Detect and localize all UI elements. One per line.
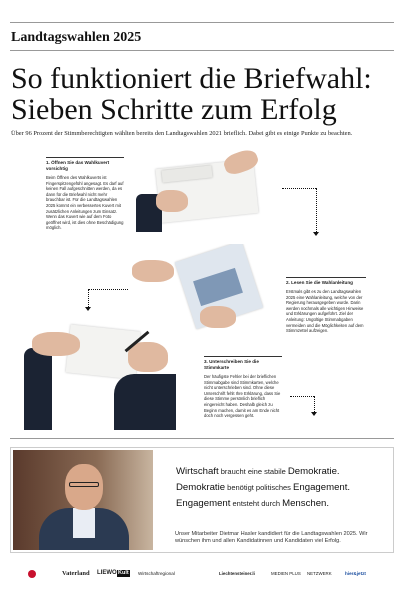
connector-1-horizontal xyxy=(282,188,316,189)
ad-line-3: Engagement entsteht durch Menschen. xyxy=(176,498,330,509)
photo-signing-card xyxy=(24,314,176,430)
connector-2-horizontal xyxy=(88,289,128,290)
step-3 xyxy=(204,356,282,419)
step-1-body: Beim Öffnen des Wahlkuverts ist Fingerspitzengefühl angesagt. Es darf auf keinen Fall aufgeschnitten werden, da es dann für die Briefwahl nicht mehr brauchbar ist. Für die Landtagswahlen 2025 kommt ein verbessertes Kuvert mit zusätzlichen Anleitungen zum Einsatz. Wenn das Kuvert wie auf dem Foto geöffnet wird, ist dies ohne Beschädigung möglich. xyxy=(46,175,124,231)
hand-left xyxy=(156,190,188,212)
step-3-heading: 3. Unterschreiben Sie die Stimmkarte xyxy=(204,356,282,371)
connector-3-horizontal xyxy=(290,396,314,397)
step-2-body: Erstmals gibt es zu den Landtagswahlen 2025 eine Wahlanleitung, welche von der Regierung herausgegeben wurde. Darin werden nochmals alle wichtigen Hinweise und Erklärungen aufgeführt. Ziel der Anleitung: Ungültige Stimmabgaben vermeiden und die Möglichkeiten auf dem Stimmzettel aufzeigen. xyxy=(286,289,364,334)
arrow-down-icon xyxy=(313,232,319,236)
shirt xyxy=(73,508,95,538)
sponsor-liechtensteiner: Liechtensteiner.li xyxy=(219,571,255,576)
step-1 xyxy=(46,157,124,231)
arrow-down-icon xyxy=(311,412,317,416)
connector-3-vertical xyxy=(314,396,315,412)
headline-line-2: Sieben Schritte zum Erfolg xyxy=(11,93,337,126)
sponsor-logo-icon xyxy=(28,570,36,581)
hand-left xyxy=(32,332,80,356)
hand-writing xyxy=(128,342,168,372)
ad-line-1: Wirtschaft braucht eine stabile Demokratie. xyxy=(176,466,340,477)
top-rule xyxy=(10,22,394,23)
sleeve-right xyxy=(114,374,176,430)
ad-small-text: Unser Mitarbeiter Dietmar Hasler kandidiert für die Landtagswahlen 2025. Wir wünschen ihm und allen Kandidatinnen und Kandidaten viel Erfolg. xyxy=(175,531,368,544)
lede: Über 96 Prozent der Stimmberechtigten wählten bereits den Landtagswahlen 2021 brieflich. Dabei gibt es einige Punkte zu beachten. xyxy=(11,130,353,137)
sponsor-liewo: LIEWO xyxy=(97,570,117,576)
section-rule xyxy=(10,50,394,51)
glasses-icon xyxy=(69,482,99,487)
ad-rule xyxy=(10,438,394,439)
sponsor-kult: Kult xyxy=(118,570,129,576)
sponsor-netzwerk: NETZWERK xyxy=(307,571,332,576)
step-3-body: Der häufigste Fehler bei der brieflichen Stimmabgabe sind Stimmkarten, welche nicht unterschrieben sind. Ohne diese Unterschrift fehlt Ihre Erklärung, dass Sie diese Stimme persönlich brieflich eingereicht haben. Deshalb gleich zu Beginn machen, damit es am Ende nicht doch noch vergessen geht. xyxy=(204,374,281,419)
ad-line-2: Demokratie benötigt politisches Engagement. xyxy=(176,482,351,493)
sponsor-hier-jetzt: hier&jetzt xyxy=(345,571,366,576)
photo-envelope-opening xyxy=(132,150,272,232)
hand-holding xyxy=(132,260,174,282)
headline xyxy=(11,63,401,125)
hand-bottom xyxy=(200,306,236,328)
candidate-portrait xyxy=(13,450,153,550)
face xyxy=(65,464,103,510)
connector-1-vertical xyxy=(316,188,317,232)
section-title: Landtagswahlen 2025 xyxy=(11,30,142,45)
sleeve-left xyxy=(24,348,52,430)
connector-2-vertical xyxy=(88,289,89,307)
sponsor-medien-plus: MEDIEN PLUS xyxy=(271,571,301,576)
sponsor-vaterland: Vaterland xyxy=(62,570,90,577)
step-1-heading: 1. Öffnen Sie das Wahlkuvert vorsichtig xyxy=(46,157,124,172)
step-2 xyxy=(286,277,366,334)
arrow-down-icon xyxy=(85,307,91,311)
sponsor-wirtschaftregional: Wirtschaftregional xyxy=(138,571,175,576)
headline-line-1: So funktioniert die Briefwahl: xyxy=(11,62,372,95)
step-2-heading: 2. Lesen Sie die Wahlanleitung xyxy=(286,277,366,286)
